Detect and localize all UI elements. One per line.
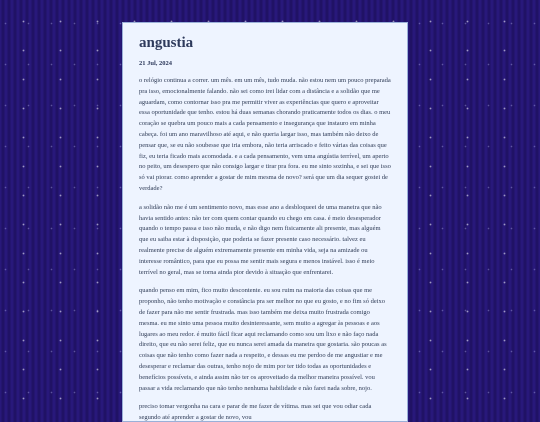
post-paragraph: a solidão não me é um sentimento novo, mas esse ano a desbloqueei de uma maneira que não havia sentido antes: não ter com quem contar quando eu chego em casa. é meio desesperador quando o tempo passa e isso não muda, e não digo nem fisicamente ali presente, mas alguém que eu saiba estar à disposição, que poderia se fazer presente caso necessário. talvez eu realmente precise de alguém extremamente presente em minha vida, seja na amizade ou interesse romântico, para que eu possa me sentir mais segura e menos instável. isso é meio terrível no geral, mas se torna ainda pior devido à situação que enfrentarei. [139,203,382,276]
post-paragraph: quando penso em mim, fico muito descontente. eu sou ruim na maioria das coisas que me proponho, não tenho motivação e constância pra ser melhor no que eu gosto, e no fim só deixo de fazer para não me sentir frustrada. mas isso também me deixa muito frustrada comigo mesma. eu me sinto uma pessoa muito desinteressante, sem muito a agregar às pessoas e aos lugares ao meu redor. é muito fácil ficar aqui reclamando como sou um lixo e não faço nada direito, que eu não serei feliz, que eu nunca serei amada da maneira que gostaria. são poucas as coisas que não tenho como fazer nada a respeito, e dessas eu me perdoo de me angustiar e me desesperar e reclamar das outras, tenho nojo de mim por ter tido todas as oportunidades e benefícios possíveis, e ainda assim não ter os aproveitado da melhor maneira possível. vou passar a vida reclamando que não tenho nenhuma habilidade e não farei nada sobre, nojo. [139,287,387,392]
post-title[interactable]: angustia [139,35,194,51]
post-paragraph: preciso tomar vergonha na cara e parar de me fazer de vítima. mas sei que vou odiar cada segundo até aprender a gostar de novo, vou [139,403,372,422]
post-paragraph: o relógio continua a correr. um mês. em um mês, tudo muda. não estou nem um pouco preparada pra isso, emocionalmente falando. não sei como irei lidar com a distância e a solidão que me aguardam, como contornar isso pra me permitir viver as experiências que quero e aproveitar essa oportunidade que tenho. estou há duas semanas chorando praticamente todos os dias. o meu coração se quebra um pouco mais a cada pensamento e insegurança que instauro em minha cabeça. foi um ano maravilhoso até aqui, e não queria largar isso, mas também não deixo de pensar que, se eu não soubesse que iria embora, não teria arriscado e feito várias das coisas que fiz, eu teria ficado mais acomodada. e a cada pensamento, vem uma angústia terrível, um aperto no peito, um desespero que não consigo largar e tirar pra fora. eu me sinto sozinha, e sei que isso só vai piorar. como aprender a gostar de mim mesma de novo? será que um dia sequer gostei de verdade? [139,77,391,192]
post-date: 21 Jul, 2024 [139,60,173,67]
blog-post [122,22,408,422]
